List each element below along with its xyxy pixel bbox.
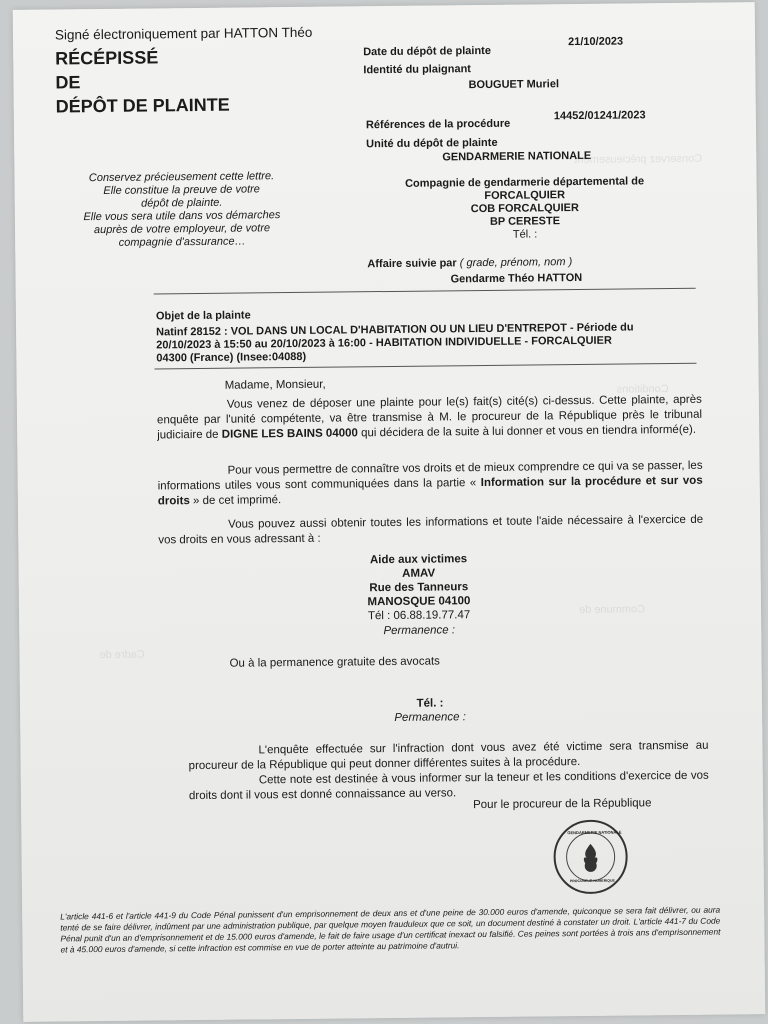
paragraph-5: Cette note est destinée à vous informer sur la teneur et les conditions d'exercice de vos droits dont il vous est donné connaissance au verso. [188, 769, 709, 803]
unit-label: Unité du dépôt de plainte [366, 136, 498, 151]
aid-phone: Tél : 06.88.19.77.47 [367, 609, 471, 623]
paragraph-2-text-a: Pour vous permettre de connaître vos droits et de mieux comprendre ce qui va se passer, les informations utiles vous sont communiquées dans la partie « [157, 459, 703, 493]
paragraph-1 [157, 393, 702, 444]
separator-line [154, 288, 696, 295]
keep-note-line-4: Elle vous sera utile dans vos démarches [83, 209, 281, 224]
lawyers-phone: Tél. : [416, 697, 444, 710]
title-line-3: DÉPÔT DE PLAINTE [55, 94, 230, 117]
object-label: Objet de la plainte [155, 309, 251, 323]
keep-note-line-6: compagnie d'assurance… [118, 235, 246, 249]
title-line-2: DE [55, 72, 81, 93]
keep-note-line-1: Conservez précieusement cette lettre. [88, 170, 275, 185]
unit-value: GENDARMERIE NATIONALE [442, 149, 592, 164]
complaint-line-1: Natinf 28152 : VOL DANS UN LOCAL D'HABITATION OU UN LIEU D'ENTREPOT - Période du [156, 321, 634, 339]
official-stamp [553, 820, 628, 895]
title-line-1: RÉCÉPISSÉ [55, 47, 159, 69]
complaint-line-3: 04300 (France) (Insee:04088) [156, 350, 307, 365]
aid-title: Aide aux victimes [369, 553, 468, 567]
date-value: 21/10/2023 [568, 35, 624, 49]
reference-label: Références de la procédure [365, 117, 511, 132]
date-label: Date du dépôt de plainte [363, 44, 491, 59]
followed-label: Affaire suivie par [367, 257, 457, 271]
stamp-bottom-text: PROCUREUR NUMERIQUE [569, 878, 615, 884]
company-tel: Tél. : [512, 228, 538, 241]
paragraph-3: Vous pouvez aussi obtenir toutes les informations et toute l'aide nécessaire à l'exercice de vos droits en vous adressant à : [158, 513, 704, 547]
lawyers-permanence: Permanence : [394, 711, 467, 724]
company-line-1: Compagnie de gendarmerie départemental de [404, 175, 645, 190]
reference-value: 14452/01241/2023 [553, 109, 646, 123]
company-line-4: BP CERESTE [489, 215, 561, 228]
identity-label: Identité du plaignant [363, 63, 471, 77]
paragraph-2-bold: Information sur la procédure et sur vos droits [157, 474, 703, 508]
separator-line-2 [154, 363, 696, 370]
stamp-top-text: GENDARMERIE NATIONALE [567, 829, 622, 836]
paragraph-2-text-b: » de cet imprimé. [189, 494, 282, 508]
aid-permanence: Permanence : [383, 624, 456, 638]
company-line-2: FORCALQUIER [484, 189, 566, 202]
paragraph-4: L'enquête effectuée sur l'infraction dont vous avez été victime sera transmise au procureur de la République qui peut donner différentes suites à la procédure. [188, 739, 709, 773]
aid-street: Rue des Tanneurs [369, 581, 469, 595]
signature-line: Pour le procureur de la République [473, 797, 652, 812]
keep-note-line-5: auprès de votre employeur, de votre [93, 222, 271, 237]
complaint-receipt-page: Conservez précieusement Conditions Commune de Cadre de Signé électroniquement par HATTON Théo RÉCÉPISSÉ DE DÉPÔT DE PLAINTE Date du dépôt de plainte 21/10/2023 Identité du plaignant BOUGUET Muriel Références de la procédure 14452/01241/2023 Unité du dépôt de plainte GENDARMERIE NATIONALE Compagnie de gendarmerie départemental de FORCALQUIER COB FORCALQUIER BP CERESTE Tél. : Conservez précieusement cette lettre. Elle constitue la preuve de votre dépôt de plainte. Elle vous sera utile dans vos démarches auprès de votre employeur, de votre compagnie d'assurance… Affaire suivie par ( grade, prénom, nom ) Gendarme Théo HATTON Objet de la plainte Natinf 28152 : VOL DANS UN LOCAL D'HABITATION OU UN LIEU D'ENTREPOT - Période du 20/10/2023 à 15:50 au 20/10/2023 à 16:00 - HABITATION INDIVIDUELLE - FORCALQUIER 04300 (France) (Insee:04088) Madame, Monsieur, Vous venez de déposer une plainte pour le(s) fait(s) cité(s) ci-dessus. Cette plainte, après enquête par l'unité compétente, va être transmise à M. le procureur de la République près le tribunal judiciaire de DIGNE LES BAINS 04000 qui décidera de la suite à lui donner et vous en tiendra informé(e). Pour vous permettre de connaître vos droits et de mieux comprendre ce qui va se passer, les informations utiles vous sont communiquées dans la partie « Information sur la procédure et sur vos droits » de cet imprimé. Vous pouvez aussi obtenir toutes les informations et toute l'aide nécessaire à l'exercice de vos droits en vous adressant à : Aide aux victimes AMAV Rue des Tanneurs MANOSQUE 04100 Tél : 06.88.19.77.47 Permanence : Ou à la permanence gratuite des avocats Tél. : Permanence : L'enquête effectuée sur l'infraction dont vous avez été victime sera transmise au procureur de la République qui peut donner différentes suites à la procédure. Cette note est destinée à vous informer sur la teneur et les conditions d'exercice de vos droits dont il vous est donné connaissance au verso. Pour le procureur de la République GENDARMERIE NATIONALE PROCUREUR NUMERIQUE L'article 441-6 et l'article 441-9 du Code Pénal punissent d'un emprisonnement de deux ans et d'une peine de 30.000 euros d'amende, quiconque se sera fait délivrer, ou aura tenté de se faire délivrer, indûment par une administration publique, par quelque moyen frauduleux que ce soit, un document destiné à constater un droit. L'article 441-7 du Code Pénal punit d'un an d'emprisonnement et de 15.000 euros d'amende, le fait de faire usage d'un certificat inexact ou falsifié. Ces peines sont portées à trois ans d'emprisonnement et à 45.000 euros d'amende, si cette infraction est commise en vue de porter atteinte au patrimoine d'autrui. [13, 2, 766, 1022]
aid-city: MANOSQUE 04100 [367, 595, 471, 609]
paragraph-2 [157, 459, 702, 510]
keep-note-line-3: dépôt de plainte. [141, 196, 223, 210]
identity-value: BOUGUET Muriel [468, 78, 560, 92]
followed-by [367, 256, 572, 270]
lawyers-line: Ou à la permanence gratuite des avocats [229, 655, 440, 670]
legal-footer: L'article 441-6 et l'article 441-9 du Code Pénal punissent d'un emprisonnement de deux ans et d'une peine de 30.000 euros d'amende, quiconque se sera fait délivrer, ou aura tenté de se faire délivrer, indûment par une administration publique, par quelque moyen frauduleux que ce soit, un document destiné à constater un droit. L'article 441-7 du Code Pénal punit d'un an d'emprisonnement et de 15.000 euros d'amende, le fait de faire usage d'un certificat inexact ou falsifié. Ces peines sont portées à trois ans d'emprisonnement et à 45.000 euros d'amende, si cette infraction est commise en vue de porter atteinte au patrimoine d'autrui. [60, 904, 721, 955]
paragraph-1-text-a: Vous venez de déposer une plainte pour le(s) fait(s) cité(s) ci-dessus. Cette plainte, après enquête par l'unité compétente, va être transmise à M. le procureur de la République près le tribunal judiciaire de [156, 393, 703, 442]
paragraph-1-text-b: qui décidera de la suite à lui donner et vous en tiendra informé(e). [357, 423, 697, 440]
company-line-3: COB FORCALQUIER [470, 201, 579, 216]
keep-note-line-2: Elle constitue la preuve de votre [103, 183, 260, 197]
court-city: DIGNE LES BAINS 04000 [221, 427, 358, 441]
complaint-line-2: 20/10/2023 à 15:50 au 20/10/2023 à 16:00 - HABITATION INDIVIDUELLE - FORCALQUIER [156, 334, 612, 352]
electronic-signature-note: Signé électroniquement par HATTON Théo [54, 24, 313, 43]
aid-name: AMAV [402, 567, 436, 580]
followed-hint: ( grade, prénom, nom ) [459, 256, 573, 270]
salutation: Madame, Monsieur, [224, 378, 326, 392]
followed-value: Gendarme Théo HATTON [450, 271, 583, 286]
